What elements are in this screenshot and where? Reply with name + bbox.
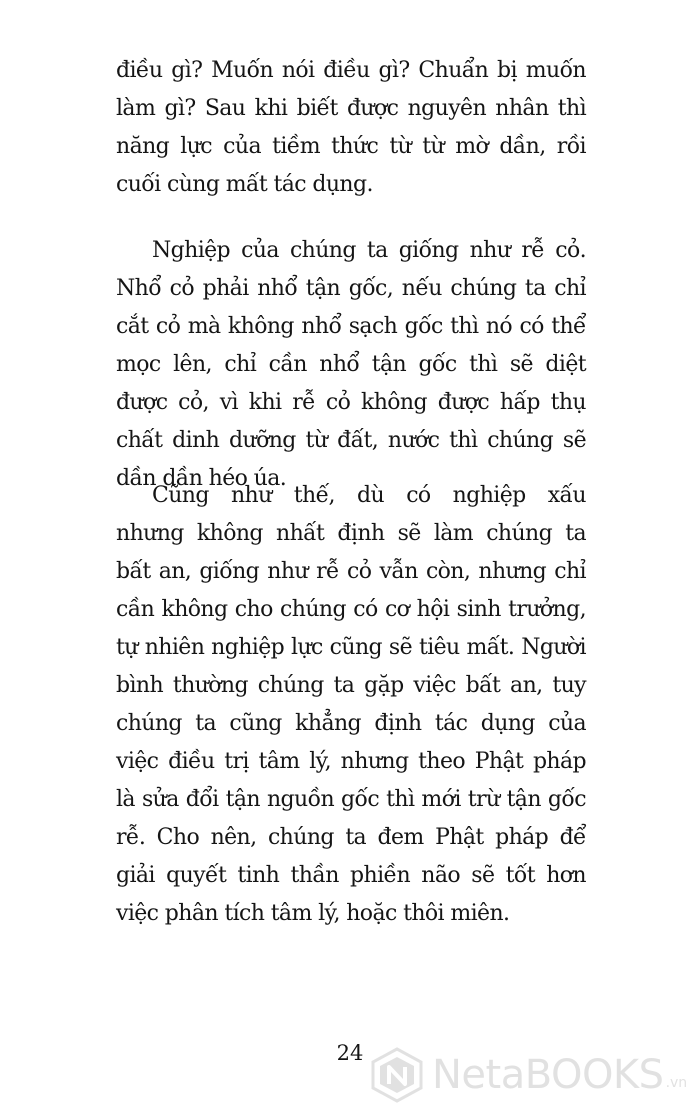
watermark-suffix: .vn <box>665 1075 688 1091</box>
text-line: năng lực của tiềm thức từ từ mờ dần, rồi <box>116 134 586 159</box>
text-line: bất an, giống như rễ cỏ vẫn còn, nhưng chỉ <box>116 559 586 584</box>
neta-logo-icon <box>368 1046 426 1104</box>
text-line: bình thường chúng ta gặp việc bất an, tuy <box>116 673 586 698</box>
paragraph-3 <box>116 477 586 933</box>
text-line: chúng ta cũng khẳng định tác dụng của <box>116 711 586 736</box>
text-line: Nghiệp của chúng ta giống như rễ cỏ. <box>152 238 586 263</box>
page-number: 24 <box>336 1041 364 1065</box>
text-line: được cỏ, vì khi rễ cỏ không được hấp thụ <box>116 390 586 415</box>
text-line: cuối cùng mất tác dụng. <box>116 172 373 197</box>
text-line: là sửa đổi tận nguồn gốc thì mới trừ tận gốc <box>116 787 586 812</box>
text-line: giải quyết tinh thần phiền não sẽ tốt hơn <box>116 863 586 888</box>
text-line: điều gì? Muốn nói điều gì? Chuẩn bị muốn <box>116 58 586 83</box>
text-line: nhưng không nhất định sẽ làm chúng ta <box>116 521 586 546</box>
text-line: việc phân tích tâm lý, hoặc thôi miên. <box>116 901 510 926</box>
text-line: rễ. Cho nên, chúng ta đem Phật pháp để <box>116 825 586 850</box>
text-line: Nhổ cỏ phải nhổ tận gốc, nếu chúng ta chỉ <box>116 276 586 301</box>
text-line: cắt cỏ mà không nhổ sạch gốc thì nó có thể <box>116 314 586 339</box>
text-line: chất dinh dưỡng từ đất, nước thì chúng sẽ <box>116 428 586 453</box>
text-line: làm gì? Sau khi biết được nguyên nhân thì <box>116 96 586 121</box>
text-line: tự nhiên nghiệp lực cũng sẽ tiêu mất. Người <box>116 635 586 660</box>
watermark-text: NetaBOOKS <box>432 1052 664 1098</box>
paragraph-1 <box>116 52 586 204</box>
paragraph-2 <box>116 232 586 498</box>
watermark <box>368 1042 700 1108</box>
text-line: Cũng như thế, dù có nghiệp xấu <box>152 483 586 508</box>
text-line: mọc lên, chỉ cần nhổ tận gốc thì sẽ diệt <box>116 352 586 377</box>
text-line: cần không cho chúng có cơ hội sinh trưởng, <box>116 597 586 622</box>
text-line: dần dần héo úa. <box>116 466 287 491</box>
text-line: việc điều trị tâm lý, nhưng theo Phật pháp <box>116 749 586 774</box>
